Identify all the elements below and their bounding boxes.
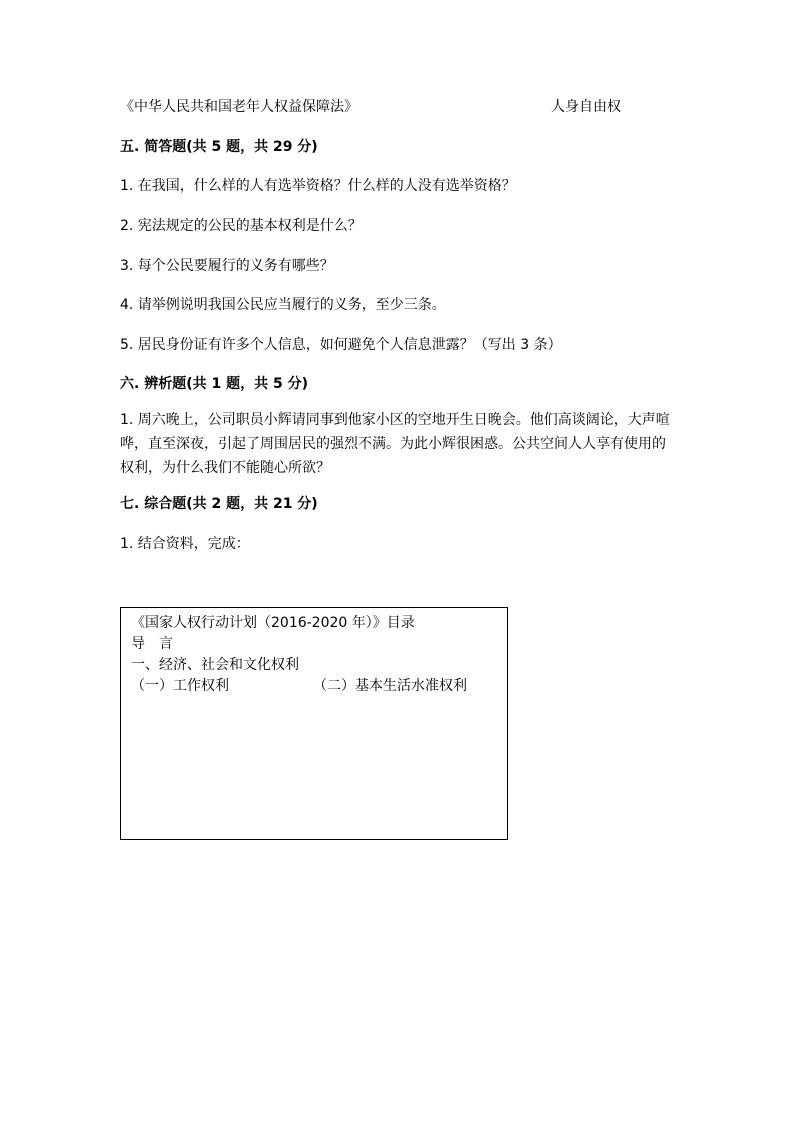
question-item: 3. 每个公民要履行的义务有哪些？ — [120, 258, 334, 274]
section-heading: 五. 简答题(共 5 题，共 29 分) — [120, 139, 318, 155]
question-item: 4. 请举例说明我国公民应当履行的义务，至少三条。 — [120, 297, 446, 313]
material-item: （二）基本生活水准权利 — [313, 678, 467, 694]
material-intro: 导 言 — [131, 636, 173, 652]
question-item: 1. 结合资料，完成： — [120, 536, 250, 552]
law-name: 《中华人民共和国老年人权益保障法》 — [120, 99, 358, 115]
section-heading: 六. 辨析题(共 1 题，共 5 分) — [120, 376, 308, 392]
material-title: 《国家人权行动计划（2016-2020 年）》目录 — [131, 615, 415, 631]
material-item: （一）工作权利 — [131, 678, 229, 694]
question-item: 1. 在我国，什么样的人有选举资格？什么样的人没有选举资格？ — [120, 178, 516, 194]
question-item: 2. 宪法规定的公民的基本权利是什么？ — [120, 218, 362, 234]
question-item: 5. 居民身份证有许多个人信息，如何避免个人信息泄露？（写出 3 条） — [120, 337, 562, 353]
section-heading: 七. 综合题(共 2 题，共 21 分) — [120, 496, 318, 512]
question-item: 1. 周六晚上，公司职员小辉请同事到他家小区的空地开生日晚会。他们高谈阔论，大声喧哗，直至深夜，引起了周围居民的强烈不满。为此小辉很困惑。公共空间人人享有使用的权利，为什么我们不能随心所欲？ — [120, 412, 670, 476]
material-chapter: 一、经济、社会和文化权利 — [131, 657, 299, 673]
answer-personal-freedom: 人身自由权 — [551, 99, 621, 115]
material-box — [120, 607, 508, 840]
